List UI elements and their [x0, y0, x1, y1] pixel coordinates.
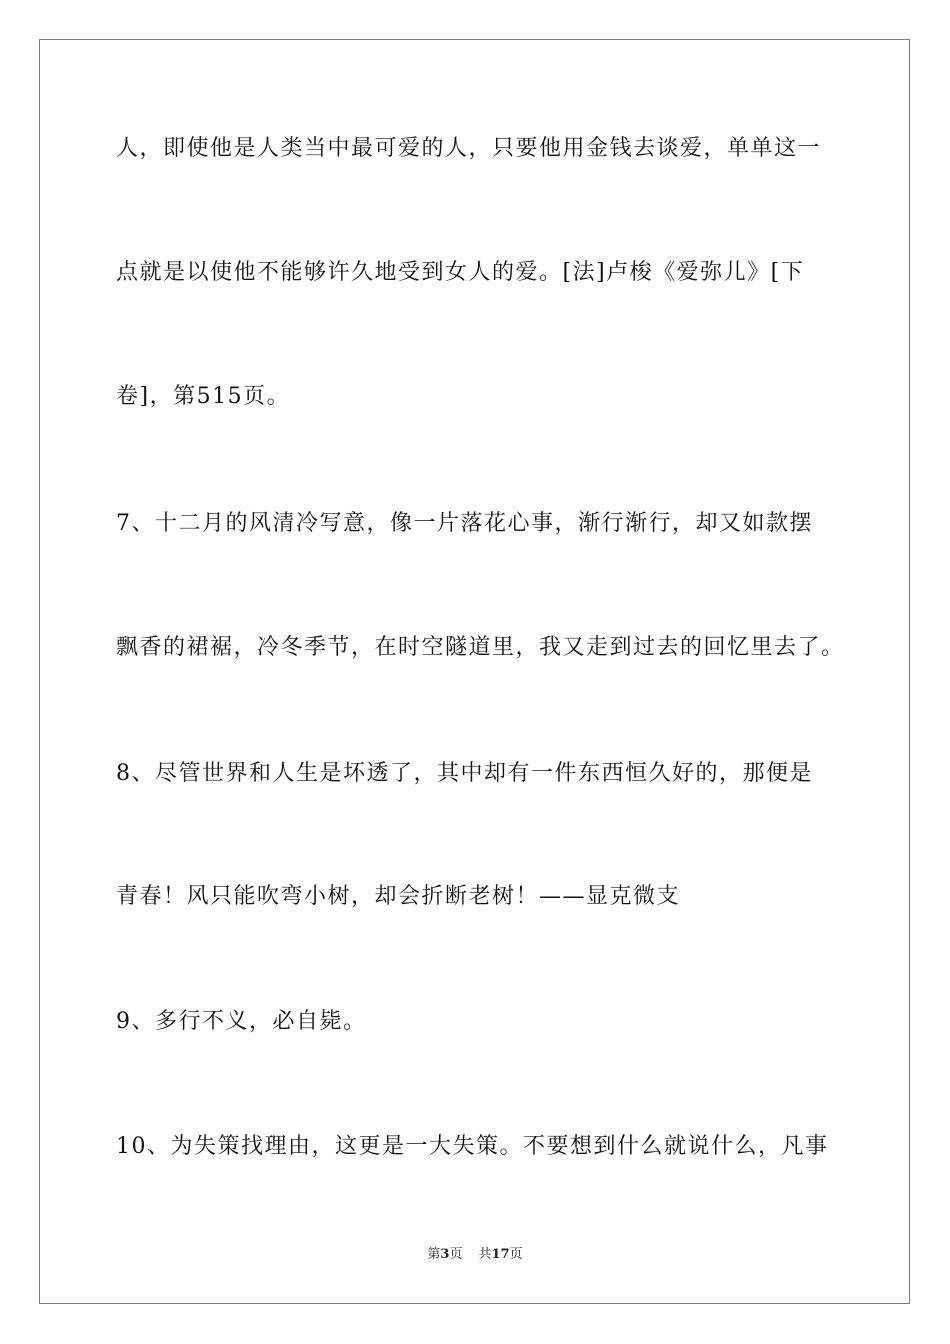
page-prefix: 第	[427, 1247, 441, 1262]
text-line-2: 点就是以使他不能够许久地受到女人的爱。[法]卢梭《爱弥儿》[下	[116, 260, 805, 285]
page-suffix: 页	[449, 1247, 463, 1262]
total-pages: 17	[491, 1247, 510, 1262]
text-line-1: 人，即使他是人类当中最可爱的人，只要他用金钱去谈爱，单单这一	[116, 136, 822, 161]
page-footer	[0, 1246, 950, 1264]
total-prefix: 共	[478, 1247, 492, 1262]
text-line-4: 7、十二月的风清冷写意，像一片落花心事，渐行渐行，却又如款摆	[116, 511, 813, 536]
page-border	[39, 39, 910, 1304]
text-line-8: 9、多行不义，必自毙。	[116, 1009, 367, 1034]
text-line-3: 卷]，第515页。	[116, 384, 291, 409]
text-line-6: 8、尽管世界和人生是坏透了，其中却有一件东西恒久好的，那便是	[116, 761, 813, 786]
text-line-7: 青春！风只能吹弯小树，却会折断老树！——显克微支	[116, 884, 681, 909]
text-line-9: 10、为失策找理由，这更是一大失策。不要想到什么就说什么，凡事	[116, 1134, 829, 1159]
text-line-5: 飘香的裙裾，冷冬季节，在时空隧道里，我又走到过去的回忆里去了。	[116, 635, 845, 660]
page-number: 3	[440, 1247, 450, 1262]
total-suffix: 页	[509, 1247, 523, 1262]
